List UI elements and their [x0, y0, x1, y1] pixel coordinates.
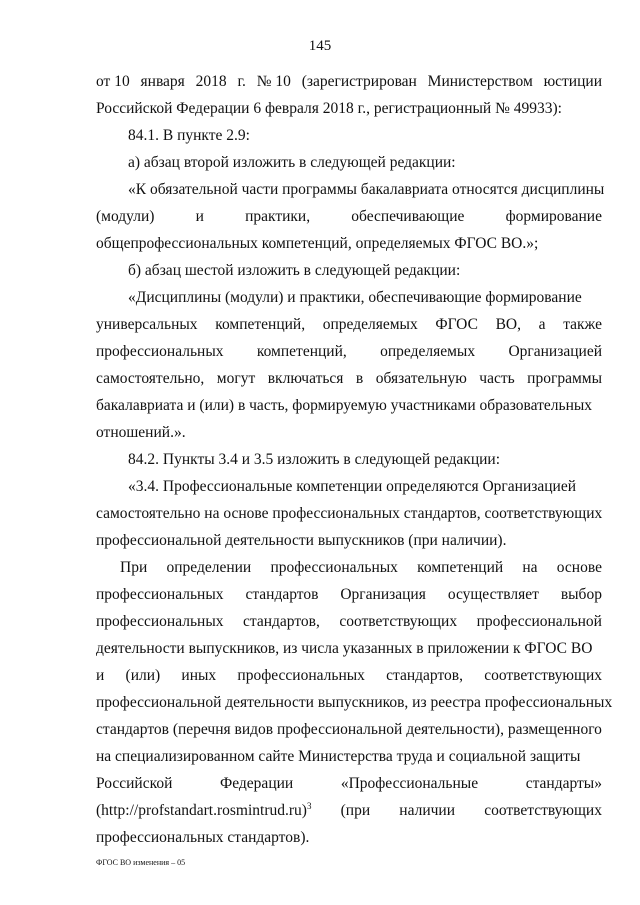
word: профессиональных [237, 667, 365, 684]
word: выбор [560, 586, 602, 603]
text-line [96, 586, 602, 604]
text-line: Российской Федерации 6 февраля 2018 г., регистрационный № 49933): [96, 100, 562, 117]
word: иных [181, 667, 217, 684]
word: универсальных [96, 316, 198, 333]
word: соответствующих [339, 613, 458, 630]
word: (зарегистрирован [301, 73, 417, 90]
word: (http://profstandart.rosmintrud.ru)$^3$ [96, 801, 312, 819]
word: основе [556, 559, 602, 576]
word: (модули) [96, 208, 155, 225]
text-line [96, 370, 602, 388]
text-line [96, 613, 602, 631]
word: от 10 [96, 73, 130, 90]
word: компетенций, [256, 343, 347, 360]
word: профессиональных [96, 343, 224, 360]
word: Министерством [427, 73, 533, 90]
text-line: самостоятельно на основе профессиональных стандартов, соответствующих [96, 505, 603, 522]
text-line: а) абзац второй изложить в следующей редакции: [128, 154, 456, 171]
text-line [96, 208, 602, 226]
word: компетенций, [215, 316, 306, 333]
word: стандартов [245, 586, 319, 603]
word: определяемых [322, 316, 418, 333]
word: могут [216, 370, 256, 387]
text-line: отношений.». [96, 424, 186, 441]
word: (при [340, 802, 371, 819]
text-line: на специализированном сайте Министерства труда и социальной защиты [96, 748, 581, 765]
text-line: бакалавриата и (или) в часть, формируемую участниками образовательных [96, 397, 593, 414]
text-line: «К обязательной части программы бакалавриата относятся дисциплины [128, 181, 605, 198]
text-line [120, 559, 602, 577]
word: (или) [125, 667, 161, 684]
word: января [140, 73, 185, 90]
word: обеспечивающие [351, 208, 465, 225]
word: также [563, 316, 602, 333]
text-line [96, 802, 602, 820]
word: Федерации [220, 775, 294, 792]
text-line: 84.1. В пункте 2.9: [128, 127, 250, 144]
word: наличии [399, 802, 456, 819]
text-line: стандартов (перечня видов профессиональной деятельности), размещенного [96, 721, 602, 738]
word: ФГОС [435, 316, 478, 333]
text-line [96, 316, 602, 334]
word: соответствующих [484, 667, 602, 684]
word: Организация [340, 586, 426, 603]
text-line [96, 343, 602, 361]
word: Организацией [508, 343, 602, 360]
word: определении [166, 559, 252, 576]
text-line [96, 73, 602, 91]
text-line: «Дисциплины (модули) и практики, обеспечивающие формирование [128, 289, 582, 306]
word: обязательную [375, 370, 467, 387]
word: профессиональной [476, 613, 602, 630]
text-line: профессиональной деятельности выпускников, из реестра профессиональных [96, 694, 613, 711]
word: Российской [96, 775, 173, 792]
word: и [195, 208, 204, 225]
text-line: профессиональных стандартов). [96, 829, 310, 846]
word: 2018 [195, 73, 227, 90]
word: на [522, 559, 538, 576]
word: стандарты» [525, 775, 602, 792]
word: профессиональных [96, 613, 224, 630]
text-line: деятельности выпускников, из числа указанных в приложении к ФГОС ВО [96, 640, 593, 657]
word: г. [237, 73, 246, 90]
word: самостоятельно, [96, 370, 205, 387]
word: юстиции [543, 73, 602, 90]
word: «Профессиональные [340, 775, 479, 792]
text-line: профессиональной деятельности выпускников (при наличии). [96, 532, 507, 549]
word: включаться [267, 370, 344, 387]
text-line: «3.4. Профессиональные компетенции определяются Организацией [128, 478, 577, 495]
text-line [96, 775, 602, 793]
text-line [96, 667, 602, 685]
page-footer: ФГОС ВО изменения – 05 [96, 858, 186, 867]
word: ВО, [495, 316, 521, 333]
word: а [538, 316, 546, 333]
word: стандартов, [386, 667, 463, 684]
word: определяемых [380, 343, 476, 360]
word: практики, [245, 208, 311, 225]
word: осуществляет [447, 586, 539, 603]
word: формирование [505, 208, 602, 225]
footnote-mark: 3 [306, 801, 312, 811]
word: компетенций [417, 559, 504, 576]
word: программы [527, 370, 602, 387]
word: профессиональных [96, 586, 224, 603]
word: часть [479, 370, 515, 387]
word: стандартов, [242, 613, 320, 630]
word: При [120, 559, 148, 576]
word: в [355, 370, 364, 387]
word: профессиональных [270, 559, 398, 576]
text-line: общепрофессиональных компетенций, определяемых ФГОС ВО.»; [96, 235, 539, 252]
word: и [96, 667, 105, 684]
page-number: 145 [308, 38, 332, 54]
word: № 10 [256, 73, 291, 90]
text-line: 84.2. Пункты 3.4 и 3.5 изложить в следующей редакции: [128, 451, 501, 468]
word: соответствующих [484, 802, 602, 819]
text-line: б) абзац шестой изложить в следующей редакции: [128, 262, 461, 279]
